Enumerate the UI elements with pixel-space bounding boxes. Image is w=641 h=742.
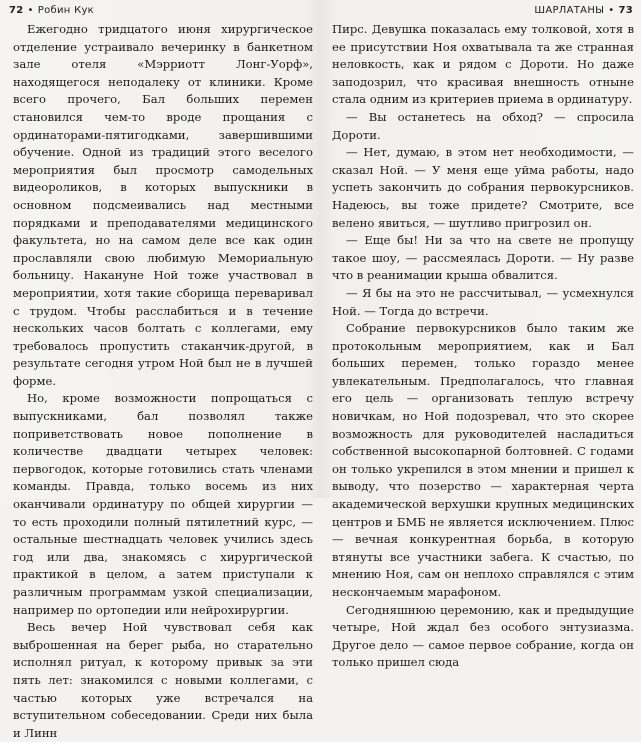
left-running-head <box>9 4 94 18</box>
right-paragraph: Сегодняшнюю церемонию, как и предыдущие четыре, Ной ждал без особого энтузиазма. Другое дело — самое первое собрание, когда он только пришел сюда <box>332 602 634 670</box>
right-head-separator: • <box>608 5 615 16</box>
left-head-separator: • <box>27 5 34 16</box>
right-running-head <box>534 4 633 18</box>
dialogue-line: — Нет, думаю, в этом нет необходимости, — сказал Ной. — У меня еще уйма работы, надо успеть закончить до собрания первокурсников. Надеюсь, вы тоже придете? Смотрите, все велено явиться, — шутливо пригрозил он. <box>332 145 634 230</box>
left-page <box>0 0 318 740</box>
author-name: Робин Кук <box>37 5 95 16</box>
left-paragraph: Весь вечер Ной чувствовал себя как выброшенная на берег рыба, но старательно исполнял ритуал, к которому привык за эти пять лет: знакомился с новыми коллегами, с частью которых уже встречался на вступительном собеседовании. Среди них была и Линн <box>13 620 313 740</box>
dialogue-line: — Еще бы! Ни за что на свете не пропущу такое шоу, — рассмеялась Дороти. — Ну разве что в реанимации крыша обвалится. <box>332 233 634 283</box>
right-page-number: 73 <box>618 5 633 16</box>
right-body-text <box>332 21 634 672</box>
left-page-number: 72 <box>9 5 24 16</box>
left-body-text <box>13 21 313 742</box>
right-paragraph: Собрание первокурсников было таким же протокольным мероприятием, как и Бал больших перемен, только гораздо менее увлекательным. Предполагалось, что главная его цель — организовать теплую встречу новичкам, но Ной подозревал, что это скорее возможность для руководителей насладиться собственной высокопарной болтовней. С годами он только укрепился в этом мнении и пришел к выводу, что позерство — характерная черта академической верхушки крупных медицинских центров и БМБ не является исключением. Плюс — вечная конкурентная борьба, в которую втянуты все участники забега. К счастью, по мнению Ноя, сам он неплохо справлялся с этим нескончаемым марафоном. <box>332 321 634 599</box>
dialogue-line: — Вы останетесь на обход? — спросила Дороти. <box>332 109 634 142</box>
right-paragraph: Пирс. Девушка показалась ему толковой, хотя в ее присутствии Ноя охватывала та же странная неловкость, как и рядом с Дороти. Но даже заподозрил, что красивая внешность отныне стала одним из критериев приема в ординатуру. <box>332 22 634 107</box>
left-paragraph: Но, кроме возможности попрощаться с выпускниками, бал позволял также поприветствовать новое пополнение в количестве двадцати четырех человек: первогодок, которые готовились стать членами команды. Правда, только восемь из них оканчивали ординатуру по общей хирургии — то есть проходили полный пятилетний курс, — остальные шестнадцать человек учились здесь год или два, знакомясь с хирургической практикой в целом, а затем приступали к различным программам узкой специализации, например по ортопедии или нейрохирургии. <box>13 391 313 617</box>
right-page <box>322 0 641 670</box>
dialogue-line: — Я бы на это не рассчитывал, — усмехнулся Ной. — Тогда до встречи. <box>332 285 634 318</box>
book-title: ШАРЛАТАНЫ <box>534 5 605 16</box>
left-paragraph: Ежегодно тридцатого июня хирургическое отделение устраивало вечеринку в банкетном зале отеля «Мэрриотт Лонг-Уорф», находящегося неподалеку от клиники. Кроме всего прочего, Бал больших перемен становился чем-то вроде прощания с ординаторами-пятигодками, завершившими обучение. Одной из традиций этого веселого мероприятия был просмотр самодельных видеороликов, в которых выпускники в основном подсмеивались над местными порядками и преподавателями медицинского факультета, но на самом деле все как один прославляли свою любимую Мемориальную больницу. Накануне Ной тоже участвовал в мероприятии, хотя такие сборища переваривал с трудом. Чтобы расслабиться и в течение нескольких часов болтать с коллегами, ему требовалось пропустить стаканчик-другой, в результате сегодня утром Ной был не в лучшей форме. <box>13 22 313 388</box>
